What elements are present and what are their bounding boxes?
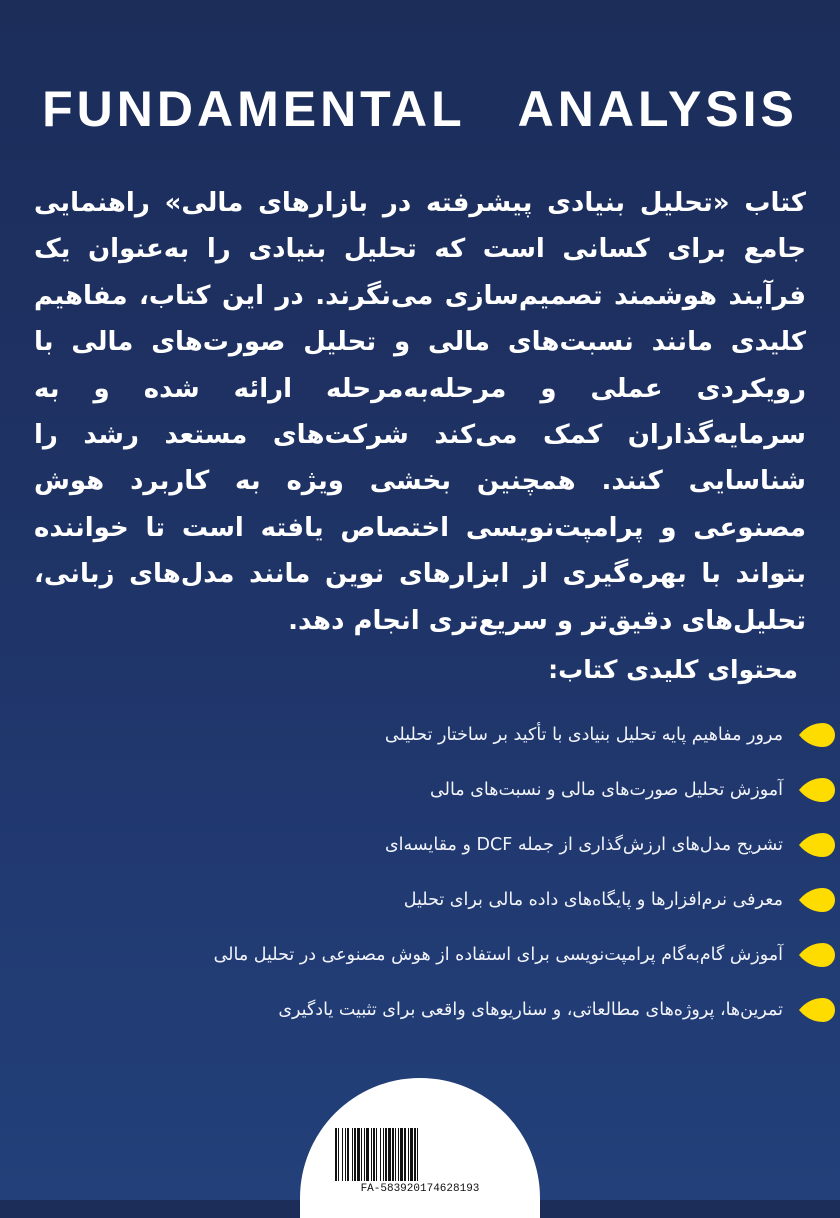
bullet-drop-icon	[797, 775, 835, 805]
cover-title	[0, 80, 840, 150]
list-item-text: مرور مفاهیم پایه تحلیل بنیادی با تأکید بر ساختار تحلیلی	[384, 725, 783, 745]
bullet-drop-icon	[797, 995, 835, 1025]
barcode-icon	[333, 1128, 507, 1181]
list-item	[0, 927, 840, 983]
list-item	[0, 707, 840, 763]
list-item-text: تمرین‌ها، پروژه‌های مطالعاتی، و سناریوهای واقعی برای تثبیت یادگیری	[278, 1000, 783, 1020]
list-item	[0, 762, 840, 818]
barcode-number: FA-583920174628193	[360, 1183, 480, 1195]
book-description: کتاب «تحلیل بنیادی پیشرفته در بازارهای مالی» راهنمایی جامع برای کسانی است که تحلیل بنیادی را به‌عنوان یک فرآیند هوشمند تصمیم‌سازی می‌نگرند. در این کتاب، مفاهیم کلیدی مانند نسبت‌های مالی و تحلیل صورت‌های مالی با رویکردی عملی و مرحله‌به‌مرحله ارائه شده و به سرمایه‌گذاران کمک می‌کند شرکت‌های مستعد رشد را شناسایی کنند. همچنین بخشی ویژه به کاربرد هوش مصنوعی و پرامپت‌نویسی اختصاص یافته است تا خواننده بتواند با بهره‌گیری از ابزارهای نوین مانند مدل‌های زبانی، تحلیل‌های دقیق‌تر و سریع‌تری انجام دهد.	[34, 188, 806, 636]
list-item-text: تشریح مدل‌های ارزش‌گذاری از جمله DCF و مقایسه‌ای	[384, 835, 783, 855]
list-item-text: معرفی نرم‌افزارها و پایگاه‌های داده مالی برای تحلیل	[403, 890, 783, 910]
contents-heading: محتوای کلیدی کتاب:	[548, 655, 798, 684]
bullet-drop-icon	[797, 885, 835, 915]
bullet-drop-icon	[797, 720, 835, 750]
list-item	[0, 982, 840, 1038]
list-item	[0, 872, 840, 928]
bullet-drop-icon	[797, 940, 835, 970]
list-item-text: آموزش گام‌به‌گام پرامپت‌نویسی برای استفاده از هوش مصنوعی در تحلیل مالی	[213, 945, 783, 965]
list-item-text: آموزش تحلیل صورت‌های مالی و نسبت‌های مالی	[430, 780, 783, 800]
bullet-drop-icon	[797, 830, 835, 860]
title-word-fundamental: FUNDAMENTAL	[42, 81, 466, 137]
title-word-analysis: ANALYSIS	[517, 81, 798, 137]
list-item	[0, 817, 840, 873]
